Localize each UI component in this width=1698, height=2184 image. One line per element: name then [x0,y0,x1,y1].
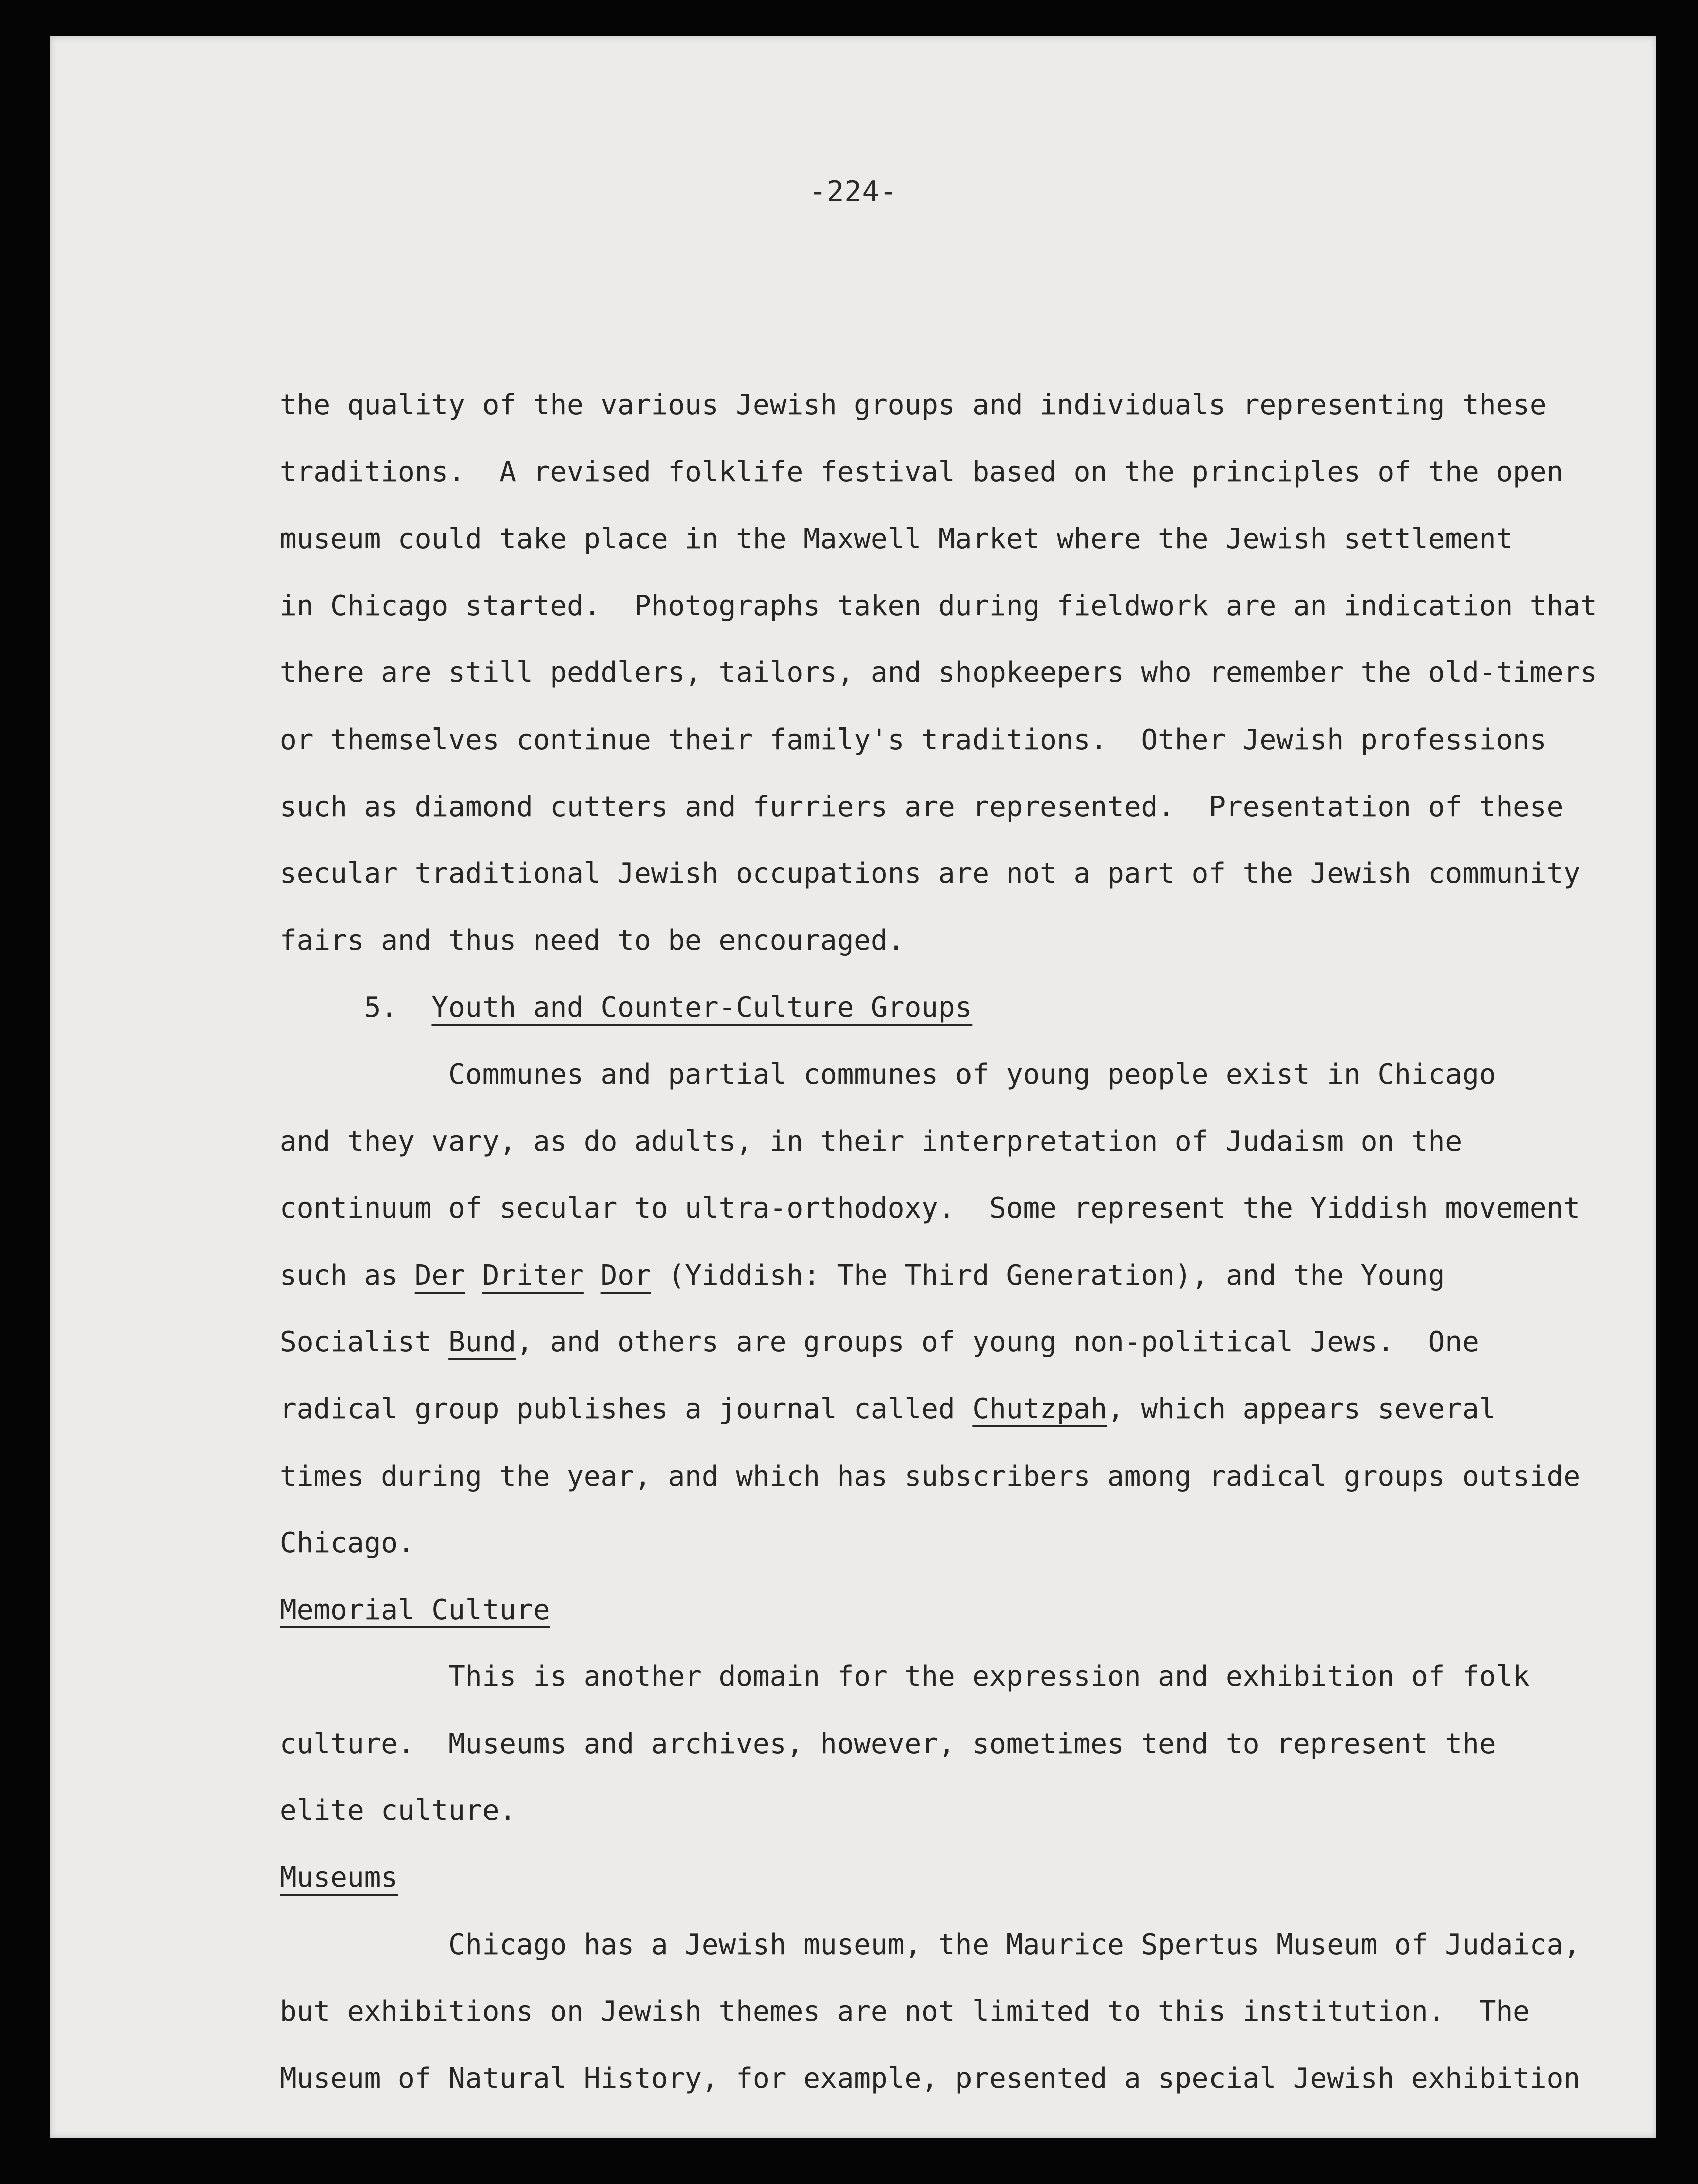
text-line [280,573,1642,640]
underlined-text: Youth and Counter-Culture Groups [431,991,973,1024]
text-line [280,372,1642,439]
text-segment: times during the year, and which has subscribers among radical groups outside [280,1460,1581,1493]
text-segment: in Chicago started. Photographs taken during fieldwork are an indication that [280,589,1597,622]
text-line [280,1108,1642,1175]
text-segment: and they vary, as do adults, in their interpretation of Judaism on the [280,1125,1463,1158]
text-segment [584,1259,601,1292]
text-line [280,706,1642,774]
text-line [280,1978,1642,2045]
text-segment: radical group publishes a journal called [280,1392,973,1425]
text-segment: (Yiddish: The Third Generation), and the Young [651,1259,1445,1292]
text-segment: This is another domain for the expression and exhibition of folk [280,1660,1530,1693]
text-line [280,1711,1642,1778]
text-segment: such as diamond cutters and furriers are represented. Presentation of these [280,790,1564,823]
text-line [280,1376,1642,1443]
text-segment: Communes and partial communes of young people exist in Chicago [280,1058,1496,1091]
text-segment: continuum of secular to ultra-orthodoxy. Some represent the Yiddish movement [280,1192,1581,1225]
text-line [280,1041,1642,1108]
text-segment: Socialist [280,1326,449,1359]
text-segment [465,1259,482,1292]
underlined-text: Memorial Culture [280,1593,550,1626]
text-segment: 5. [280,991,432,1024]
text-line [280,907,1642,975]
text-line [280,974,1642,1041]
text-line [280,1242,1642,1309]
text-segment: such as [280,1259,415,1292]
text-line [280,439,1642,506]
body-text [280,372,1642,2112]
document-page [50,36,1656,2138]
text-segment: , which appears several [1107,1392,1496,1425]
text-line [280,1911,1642,1979]
underlined-text: Der [414,1259,465,1292]
text-segment: museum could take place in the Maxwell Market where the Jewish settlement [280,523,1513,556]
text-segment: elite culture. [280,1794,517,1827]
underlined-text: Driter [482,1259,584,1292]
text-line [280,639,1642,706]
text-line [280,1643,1642,1711]
text-line [280,774,1642,841]
underlined-text: Bund [448,1326,517,1359]
text-line [280,1443,1642,1510]
text-line [280,1175,1642,1242]
text-line [280,840,1642,907]
text-line [280,506,1642,573]
text-segment: there are still peddlers, tailors, and shopkeepers who remember the old-timers [280,656,1597,689]
text-segment: fairs and thus need to be encouraged. [280,924,905,957]
text-segment: secular traditional Jewish occupations are not a part of the Jewish community [280,857,1581,890]
page-number: -224- [809,175,898,208]
text-segment: Chicago. [280,1527,415,1560]
text-line [280,1777,1642,1844]
text-line [280,1844,1642,1911]
underlined-text: Dor [600,1259,651,1292]
text-segment: culture. Museums and archives, however, sometimes tend to represent the [280,1727,1496,1760]
text-line [280,1510,1642,1577]
underlined-text: Museums [280,1861,398,1894]
text-segment: traditions. A revised folklife festival based on the principles of the open [280,455,1564,489]
text-line [280,1577,1642,1644]
text-segment: Museum of Natural History, for example, presented a special Jewish exhibition [280,2062,1581,2095]
text-line [280,2045,1642,2112]
text-segment: but exhibitions on Jewish themes are not limited to this institution. The [280,1995,1530,2028]
text-segment: the quality of the various Jewish groups and individuals representing these [280,389,1547,421]
underlined-text: Chutzpah [972,1392,1108,1425]
text-segment: Chicago has a Jewish museum, the Maurice Spertus Museum of Judaica, [280,1928,1581,1961]
text-line [280,1309,1642,1376]
text-segment: or themselves continue their family's traditions. Other Jewish professions [280,723,1547,756]
text-segment: , and others are groups of young non-political Jews. One [516,1326,1479,1359]
